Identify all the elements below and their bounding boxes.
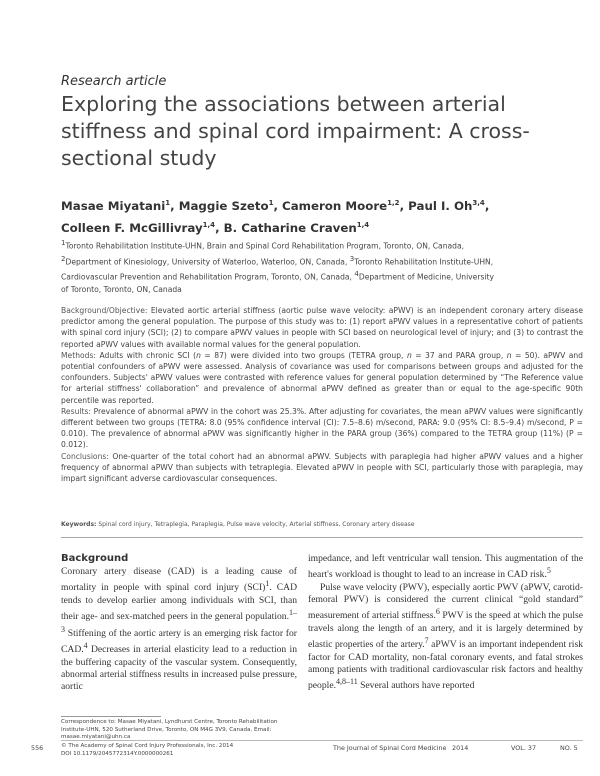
page-number: 556 [31,744,44,752]
abstract-background: Background/Objective: Elevated aortic arterial stiffness (aortic pulse wave velocity: aPWV) is an independent coronary artery disease predictor among the general population. The purpose of this study was to: (1) report aPWV values in a representative cohort of patients with spinal cord injury (SCI); (2) to compare aPWV values in people with SCI based on neurological level of injury; and (3) to contrast the reported aPWV values with available normal values for the general population. [61,306,583,349]
section-divider [61,537,583,538]
article-type-label: Research article [61,74,167,89]
paper-title: Exploring the associations between arterial stiffness and spinal cord impairment: A cross-sectional study [61,92,530,170]
footer-copyright [61,743,233,758]
correspondence-note: Correspondence to: Masae Miyatani, Lyndhurst Centre, Toronto Rehabilitation Institute-UHN, 520 Sutherland Drive, Toronto, ON M4G 3V9, Canada. Email: masae.miyatani@uhn.ca [61,719,278,741]
keywords: Keywords: Spinal cord injury, Tetraplegia, Paraplegia, Pulse wave velocity, Arterial stiffness, Coronary artery disease [61,521,415,528]
body-column-left [61,566,297,693]
copyright-line: © The Academy of Spinal Cord Injury Professionals, Inc. 2014 [61,743,234,749]
author-list: Masae Miyatani$^1$, Maggie Szeto$^1$, Cameron Moore$^{1,2}$, Paul I. Oh$^{3,4}$, Colleen F. McGillivray$^{1,4}$, B. Catharine Craven$^{1,4}$ [61,198,490,235]
affiliations: $^1$Toronto Rehabilitation Institute-UHN, Brain and Spinal Cord Rehabilitation Program, Toronto, ON, Canada, $^2$Department of Kinesiology, University of Waterloo, Waterloo, ON, Canada, $^3$Toronto Rehabilitation Institute-UHN, Cardiovascular Prevention and Rehabilitation Program, Toronto, ON, Canada, $^4$Department of Medicine, University of Toronto, Toronto, ON, Canada [61,239,494,294]
body-paragraph: impedance, and left ventricular wall tension. This augmentation of the heart's workload is thought to lead to an increase in CAD risk.$^5$ [308,553,583,581]
body-paragraph: Pulse wave velocity (PWV), especially aortic PWV (aPWV, carotid-femoral PWV) is considered the current clinical “gold standard” measurement of arterial stiffness.$^6$ PWV is the speed at which the pulse travels along the length of an artery, and it is largely determined by elastic properties of the artery.$^7$ aPWV is an important independent risk factor for CAD mortality, non-fatal coronary events, and fatal strokes among patients with traditional cardiovascular risk factors and healthy people.$^{4,8-11}$ Several authors have reported [308,581,583,692]
abstract [61,305,583,484]
journal-issue: NO. 5 [560,744,578,752]
doi-line[interactable]: DOI 10.1179/2045772314Y.0000000261 [61,750,174,757]
abstract-methods: Methods: Adults with chronic SCI (n = 87) were divided into two groups (TETRA group, n = 37 and PARA group, n = 50). aPWV and potential confounders of aPWV were assessed. Analysis of covariance was used for comparisons between groups and adjusted for the confounders. Subjects' aPWV values were contrasted with reference values for general population determined by “The Reference value for arterial stiffness' collaboration” and prevalence of abnormal aPWV defined as greater than or equal to the age-specific 90th percentile was reported. [61,350,584,405]
abstract-results: Results: Prevalence of abnormal aPWV in the cohort was 25.3%. After adjusting for covariates, the mean aPWV values were significantly different between two groups (TETRA: 8.0 (95% confidence interval (CI): 7.5–8.6) m/second, PARA: 9.0 (95% CI: 8.5–9.4) m/second, P = 0.010). The prevalence of abnormal aPWV was significantly higher in the PARA group (36%) compared to the TETRA group (11%) (P = 0.012). [61,406,583,450]
journal-year: 2014 [452,744,469,752]
abstract-conclusions: Conclusions: One-quarter of the total cohort had an abnormal aPWV. Subjects with paraplegia had higher aPWV values and a higher frequency of abnormal aPWV than subjects with tetraplegia. Elevated aPWV in people with SCI, particularly those with paraplegia, may impart significant adverse cardiovascular consequences. [61,451,583,484]
journal-name: The Journal of Spinal Cord Medicine [333,744,447,752]
footer-divider [61,740,583,741]
section-heading-background: Background [61,553,129,564]
body-paragraph: Coronary artery disease (CAD) is a leading cause of mortality in people with spinal cord injury (SCI)$^1$. CAD tends to develop earlier among individuals with SCI, than their age- and sex-matched peers in the general population.$^{1-3}$ Stiffening of the aortic artery is an emerging risk factor for CAD.$^4$ Decreases in arterial elasticity lead to a reduction in the buffering capacity of the vascular system. Consequently, abnormal arterial stiffness results in increased pulse pressure, aortic [61,566,297,693]
footnote-divider [61,716,161,717]
body-column-right [308,553,583,693]
journal-volume: VOL. 37 [511,744,537,752]
